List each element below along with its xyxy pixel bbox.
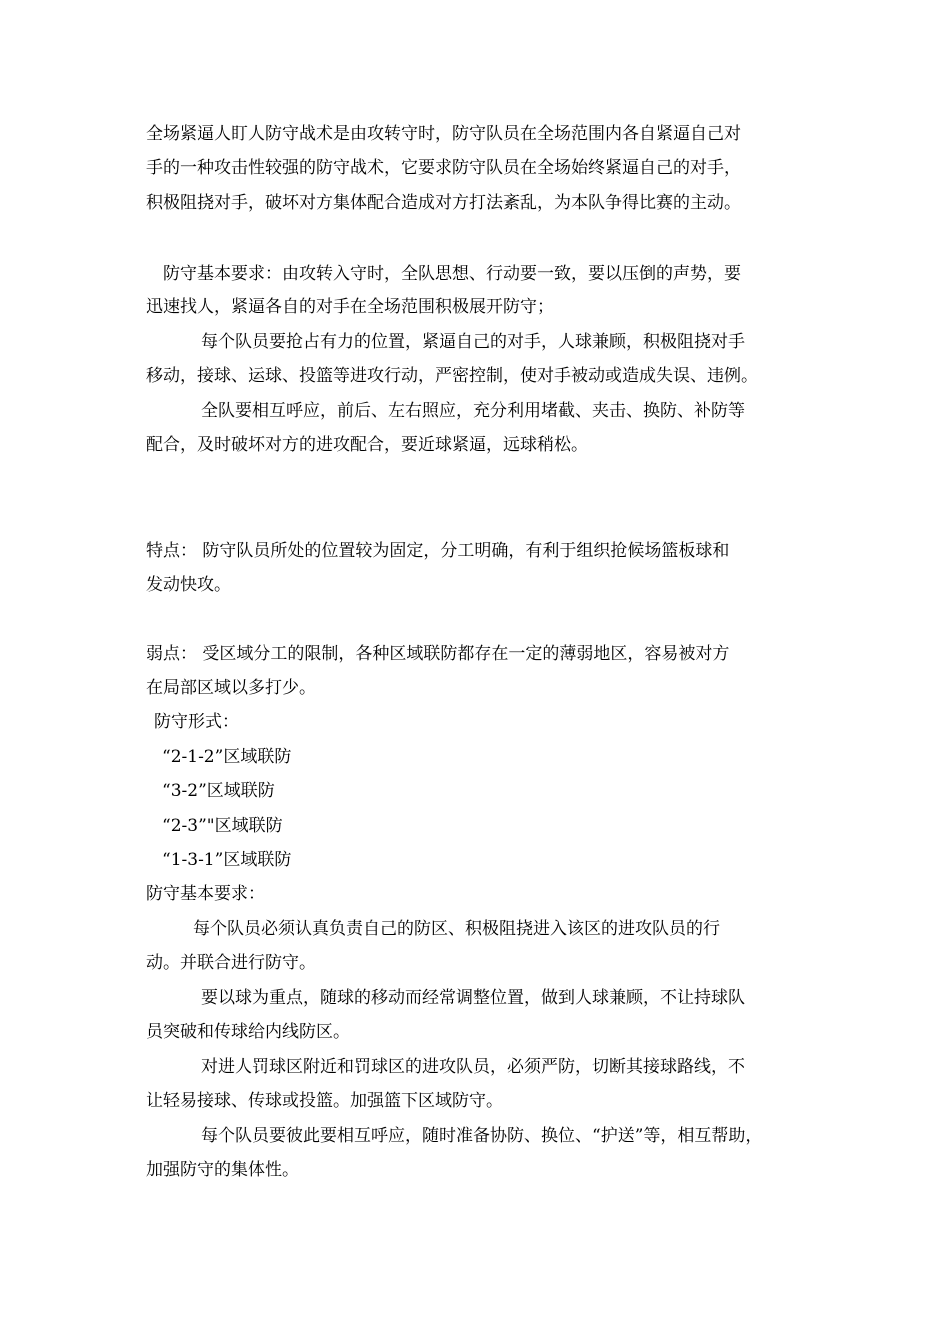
features-line-2: 发动快攻。	[146, 575, 231, 595]
basic-line-8: 加强防守的集体性。	[146, 1160, 299, 1180]
basic-line-2: 动。并联合进行防守。	[146, 953, 316, 973]
requirements-line-4: 移动，接球、运球、投篮等进攻行动，严密控制，使对手被动或造成失误、违例。	[146, 366, 758, 386]
forms-heading: 防守形式：	[154, 712, 239, 732]
basic-requirements-heading: 防守基本要求：	[146, 884, 265, 904]
form-item-1-3-1: “1-3-1”区域联防	[162, 850, 292, 870]
basic-line-3: 要以球为重点，随球的移动而经常调整位置，做到人球兼顾，不让持球队	[201, 988, 745, 1008]
weakness-line-2: 在局部区域以多打少。	[146, 678, 316, 698]
requirements-line-6: 配合，及时破坏对方的进攻配合，要近球紧逼，远球稍松。	[146, 435, 588, 455]
requirements-line-1: 防守基本要求：由攻转入守时，全队思想、行动要一致，要以压倒的声势，要	[163, 264, 741, 284]
basic-line-1: 每个队员必须认真负责自己的防区、积极阻挠进入该区的进攻队员的行	[193, 919, 720, 939]
requirements-line-3: 每个队员要抢占有力的位置，紧逼自己的对手，人球兼顾，积极阻挠对手	[201, 332, 745, 352]
form-item-2-3: “2-3”"区域联防	[162, 816, 283, 836]
features-line-1: 特点： 防守队员所处的位置较为固定，分工明确，有利于组织抢候场篮板球和	[146, 541, 730, 561]
press-paragraph-line-2: 手的一种攻击性较强的防守战术，它要求防守队员在全场始终紧逼自己的对手，	[146, 158, 741, 178]
form-item-2-1-2: “2-1-2”区域联防	[162, 747, 292, 767]
press-paragraph-line-1: 全场紧逼人盯人防守战术是由攻转守时，防守队员在全场范围内各自紧逼自己对	[146, 124, 741, 144]
basic-line-7: 每个队员要彼此要相互呼应，随时准备协防、换位、“护送”等，相互帮助，	[201, 1126, 763, 1146]
requirements-line-2: 迅速找人，紧逼各自的对手在全场范围积极展开防守；	[146, 297, 554, 317]
basic-line-6: 让轻易接球、传球或投篮。加强篮下区域防守。	[146, 1091, 503, 1111]
requirements-line-5: 全队要相互呼应，前后、左右照应，充分利用堵截、夹击、换防、补防等	[201, 401, 745, 421]
basic-line-5: 对进人罚球区附近和罚球区的进攻队员，必须严防，切断其接球路线，不	[201, 1057, 745, 1077]
basic-line-4: 员突破和传球给内线防区。	[146, 1022, 350, 1042]
form-item-3-2: “3-2”区域联防	[162, 781, 275, 801]
press-paragraph-line-3: 积极阻挠对手，破坏对方集体配合造成对方打法紊乱，为本队争得比赛的主动。	[146, 193, 741, 213]
weakness-line-1: 弱点： 受区域分工的限制，各种区域联防都存在一定的薄弱地区，容易被对方	[146, 644, 730, 664]
